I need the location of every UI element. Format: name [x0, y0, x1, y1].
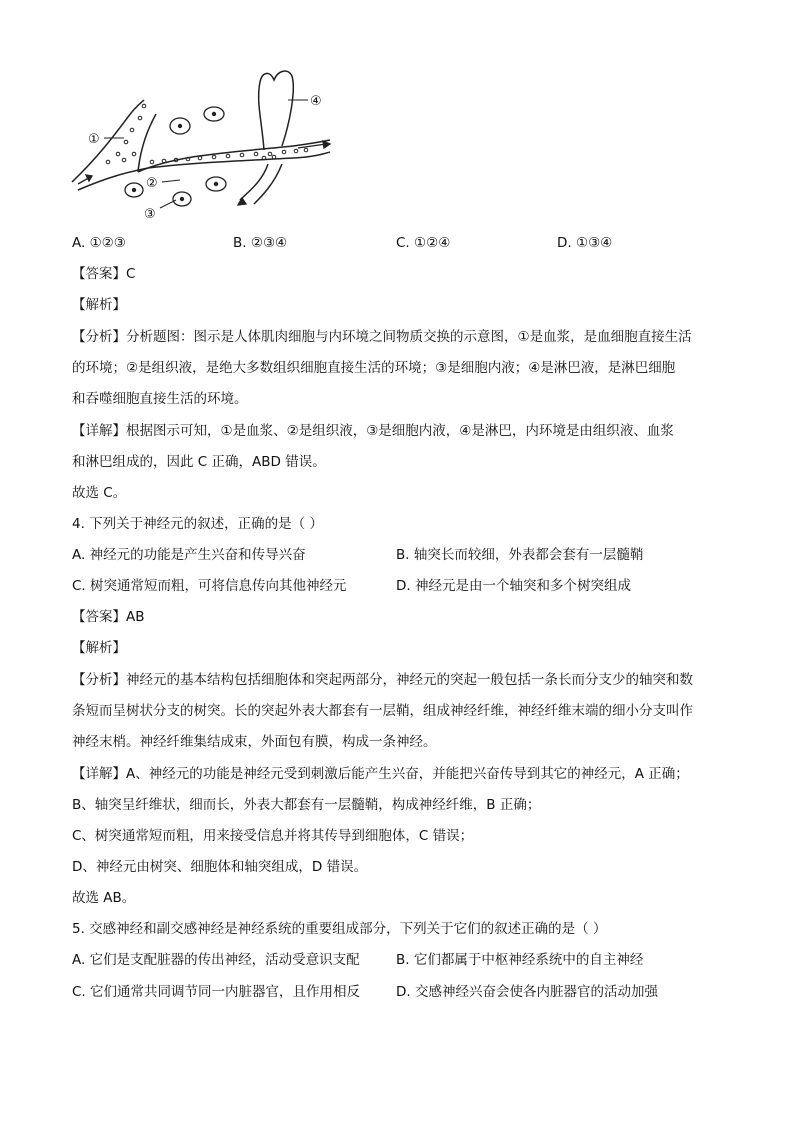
- q3-option-a: A. ①②③: [72, 235, 126, 251]
- q3-detail-line-1: 【详解】根据图示可知，①是血浆、②是组织液，③是细胞内液，④是淋巴，内环境是由组织液、血浆: [72, 423, 674, 439]
- capillary-top-wall: [138, 140, 330, 172]
- q4-detail-line-4: D、神经元由树突、细胞体和轴突组成，D 错误。: [72, 859, 368, 875]
- lymph-vessel-top: [259, 71, 294, 150]
- diagram-label-4: ④: [310, 94, 322, 109]
- capillary-bottom-wall: [78, 152, 330, 190]
- inflow-arrow-head: [86, 175, 92, 181]
- q5-option-a: A. 它们是支配脏器的传出神经，活动受意识支配: [72, 952, 360, 968]
- q4-option-a: A. 神经元的功能是产生兴奋和传导兴奋: [72, 547, 306, 563]
- diagram-label-3: ③: [144, 207, 156, 222]
- q4-option-b: B. 轴突长而较细，外表都会套有一层髓鞘: [396, 547, 644, 563]
- diagram-label-2: ②: [146, 176, 158, 191]
- q4-answer: 【答案】AB: [72, 609, 145, 625]
- q4-detail-line-3: C、树突通常短而粗，用来接受信息并将其传导到细胞体，C 错误；: [72, 828, 474, 844]
- q5-option-b: B. 它们都属于中枢神经系统中的自主神经: [396, 952, 644, 968]
- q5-option-c: C. 它们通常共同调节同一内脏器官，且作用相反: [72, 984, 361, 1000]
- q3-analysis-line-1: 【分析】分析题图：图示是人体肌肉细胞与内环境之间物质交换的示意图，①是血浆，是血细胞直接生活: [72, 329, 692, 345]
- q4-analysis-line-1: 【分析】神经元的基本结构包括细胞体和突起两部分，神经元的突起一般包括一条长而分支少的轴突和数: [72, 672, 693, 688]
- label-2-leader: [162, 180, 180, 182]
- q3-detail-line-2: 和淋巴组成的，因此 C 正确，ABD 错误。: [72, 454, 326, 470]
- body-fluid-diagram: [68, 62, 348, 222]
- q4-analysis-line-2: 条短而呈树状分支的树突。长的突起外表大都套有一层鞘，组成神经纤维，神经纤维末端的细小分支叫作: [72, 703, 693, 719]
- outflow-arrow-head: [323, 141, 330, 148]
- lymph-arrow-head: [238, 198, 246, 205]
- lymph-vessel-bottom-right: [254, 164, 282, 204]
- q4-analysis-heading: 【解析】: [72, 640, 126, 656]
- q3-analysis-line-2: 的环境；②是组织液，是绝大多数组织细胞直接生活的环境；③是细胞内液；④是淋巴液，是淋巴细胞: [72, 360, 676, 376]
- q3-answer: 【答案】C: [72, 266, 136, 282]
- q3-analysis-line-3: 和吞噬细胞直接生活的环境。: [72, 391, 248, 407]
- q4-stem: 4. 下列关于神经元的叙述，正确的是（ ）: [72, 516, 323, 532]
- q4-detail-line-1: 【详解】A、神经元的功能是神经元受到刺激后能产生兴奋，并能把兴奋传导到其它的神经元，A 正确；: [72, 766, 689, 782]
- q5-option-d: D. 交感神经兴奋会使各内脏器官的活动加强: [396, 984, 658, 1000]
- q4-option-d: D. 神经元是由一个轴突和多个树突组成: [396, 578, 631, 594]
- q3-analysis-heading: 【解析】: [72, 297, 126, 313]
- q4-option-c: C. 树突通常短而粗，可将信息传向其他神经元: [72, 578, 347, 594]
- q3-conclusion: 故选 C。: [72, 485, 127, 501]
- capillary-upper-left-wall: [72, 100, 144, 182]
- q3-option-c: C. ①②④: [396, 235, 451, 251]
- q5-stem: 5. 交感神经和副交感神经是神经系统的重要组成部分，下列关于它们的叙述正确的是（ ）: [72, 921, 607, 937]
- diagram-label-1: ①: [88, 132, 100, 147]
- q4-conclusion: 故选 AB。: [72, 890, 136, 906]
- q4-analysis-line-3: 神经末梢。神经纤维集结成束，外面包有膜，构成一条神经。: [72, 734, 437, 750]
- label-3-leader: [160, 200, 176, 208]
- q3-option-d: D. ①③④: [557, 235, 613, 251]
- q4-detail-line-2: B、轴突呈纤维状，细而长，外表大都套有一层髓鞘，构成神经纤维，B 正确；: [72, 797, 541, 813]
- q3-option-b: B. ②③④: [233, 235, 288, 251]
